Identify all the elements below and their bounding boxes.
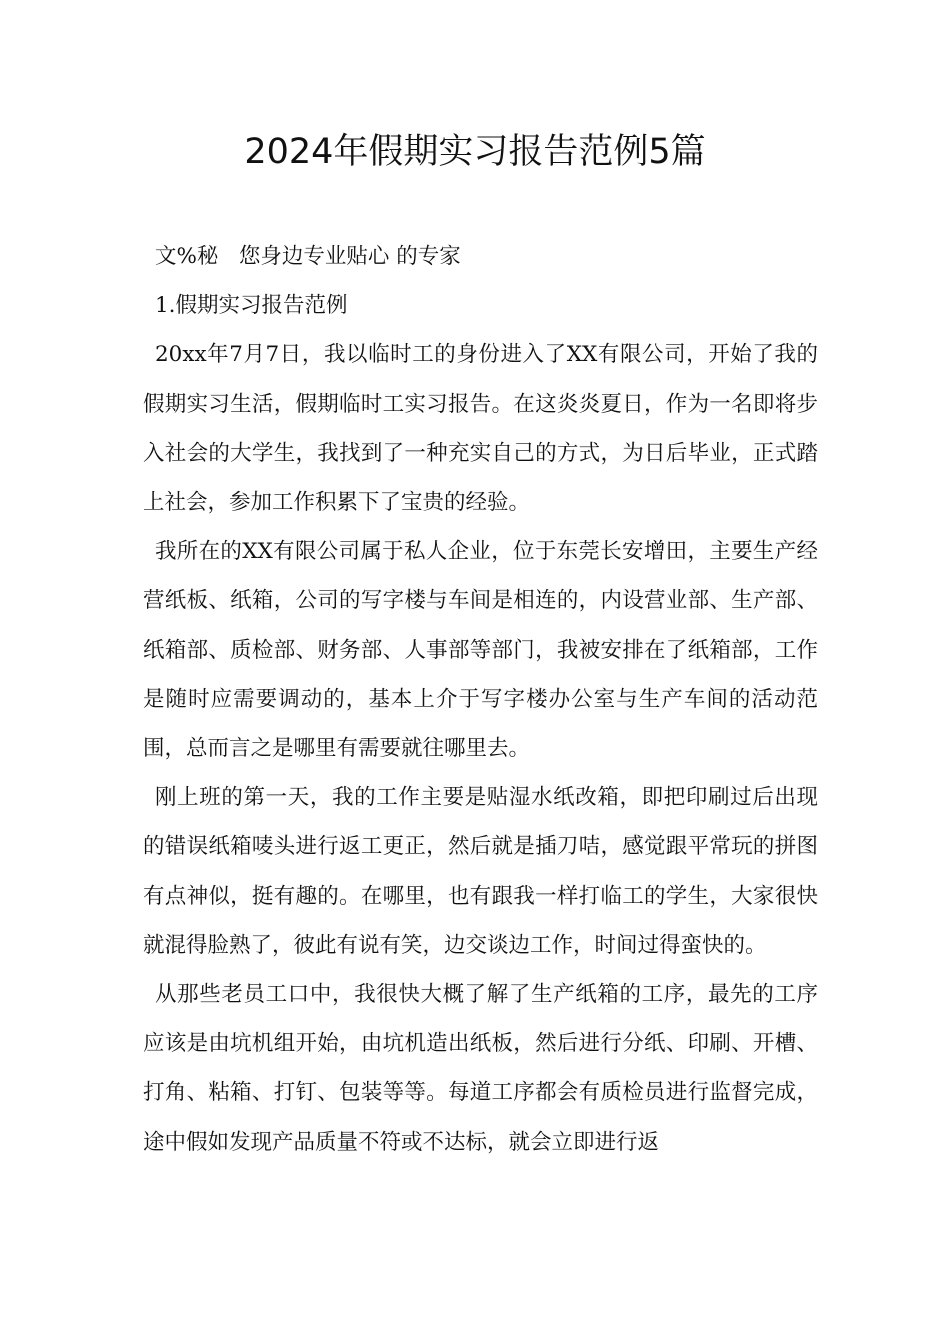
paragraph: 我所在的XX有限公司属于私人企业，位于东莞长安增田，主要生产经营纸板、纸箱，公司的写字楼与车间是相连的，内设营业部、生产部、纸箱部、质检部、财务部、人事部等部门，我被安排在了纸箱部，工作是随时应需要调动的，基本上介于写字楼办公室与生产车间的活动范围，总而言之是哪里有需要就往哪里去。	[143, 539, 818, 762]
paragraph: 从那些老员工口中，我很快大概了解了生产纸箱的工序，最先的工序应该是由坑机组开始，由坑机造出纸板，然后进行分纸、印刷、开槽、打角、粘箱、打钉、包装等等。每道工序都会有质检员进行监督完成，途中假如发现产品质量不符或不达标，就会立即进行返	[143, 982, 818, 1155]
paragraph: 刚上班的第一天，我的工作主要是贴湿水纸改箱，即把印刷过后出现的错误纸箱唛头进行返工更正，然后就是插刀咭，感觉跟平常玩的拼图有点神似，挺有趣的。在哪里，也有跟我一样打临工的学生，大家很快就混得脸熟了，彼此有说有笑，边交谈边工作，时间过得蛮快的。	[143, 785, 818, 958]
tagline: 文%秘 您身边专业贴心 的专家	[155, 244, 461, 269]
document-body	[143, 232, 818, 1167]
paragraph: 20xx年7月7日，我以临时工的身份进入了XX有限公司，开始了我的假期实习生活，假期临时工实习报告。在这炎炎夏日，作为一名即将步入社会的大学生，我找到了一种充实自己的方式，为日后毕业，正式踏上社会，参加工作积累下了宝贵的经验。	[143, 342, 818, 516]
document-title: 2024年假期实习报告范例5篇	[244, 132, 706, 172]
section-heading: 1.假期实习报告范例	[155, 293, 348, 319]
